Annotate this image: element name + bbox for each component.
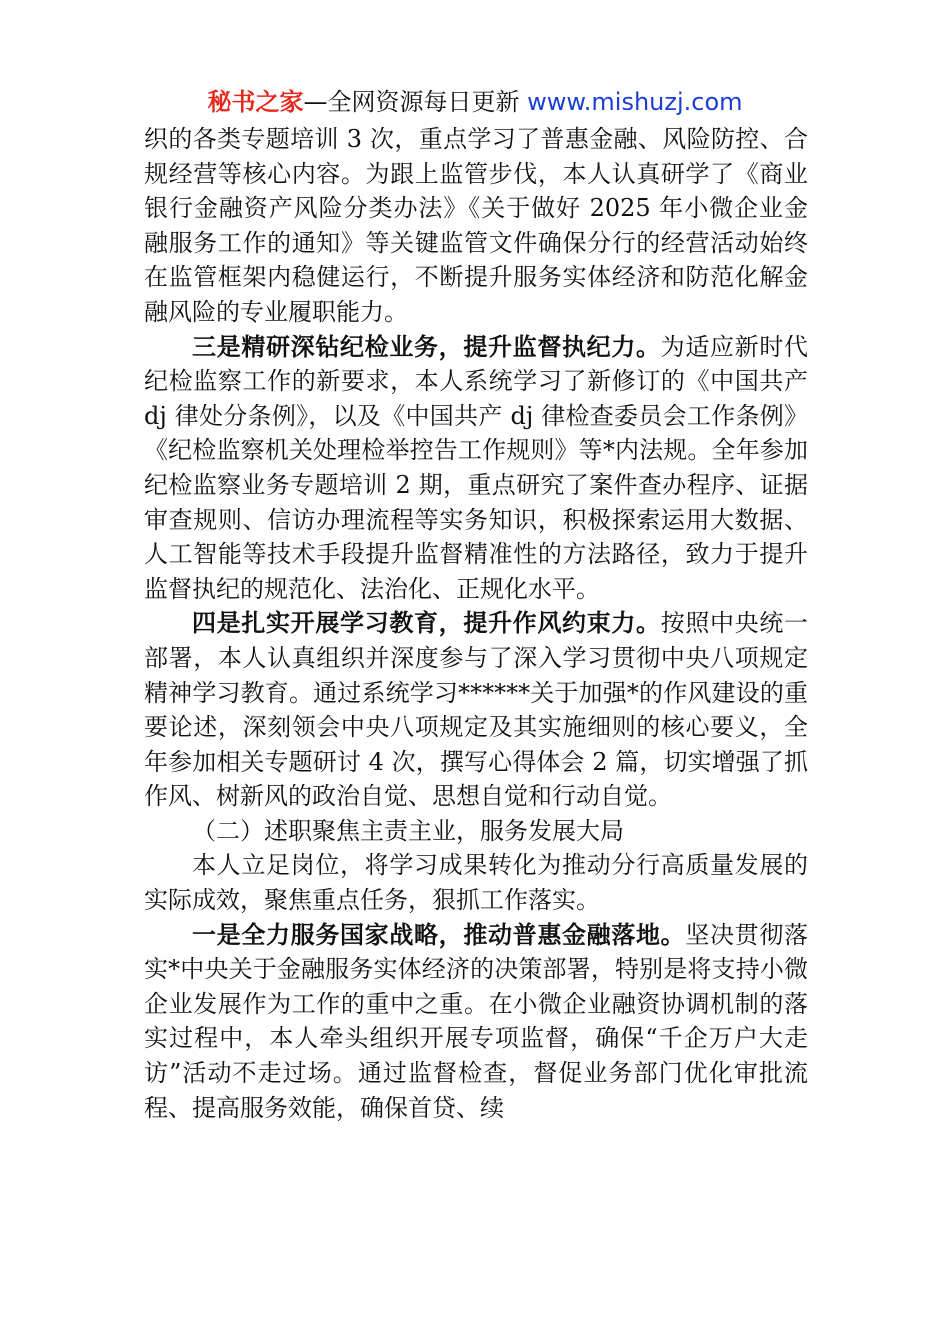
paragraph-1: 织的各类专题培训 3 次，重点学习了普惠金融、风险防控、合规经营等核心内容。为跟上监管步伐，本人认真研学了《商业银行金融资产风险分类办法》《关于做好 2025 年小微企业金融服务工作的通知》等关键监管文件确保分行的经营活动始终在监管框架内稳健运行，不断提升服务实体经济和防范化解金融风险的专业履职能力。 xyxy=(144,125,808,326)
paragraph-3-lead: 四是扎实开展学习教育，提升作风约束力。 xyxy=(192,608,661,638)
section-heading-2: （二）述职聚焦主责主业，服务发展大局 xyxy=(192,816,624,845)
paragraph-4: 本人立足岗位，将学习成果转化为推动分行高质量发展的实际成效，聚焦重点任务，狠抓工作落实。 xyxy=(144,851,808,915)
paragraph-5-lead: 一是全力服务国家战略，推动普惠金融落地。 xyxy=(192,919,686,949)
document-body xyxy=(144,122,808,1125)
paragraph-3-text: 按照中央统一部署，本人认真组织并深度参与了深入学习贯彻中央八项规定精神学习教育。通过系统学习******关于加强*的作风建设的重要论述，深刻领会中央八项规定及其实施细则的核心要义，全年参加相关专题研讨 4 次，撰写心得体会 2 篇，切实增强了抓作风、树新风的政治自觉、思想自觉和行动自觉。 xyxy=(144,609,809,811)
header-dash: — xyxy=(303,88,328,116)
paragraph-5-text: 坚决贯彻落实*中央关于金融服务实体经济的决策部署，特别是将支持小微企业发展作为工作的重中之重。在小微企业融资协调机制的落实过程中，本人牵头组织开展专项监督，确保“千企万户大走访”活动不走过场。通过监督检查，督促业务部门优化审批流程、提高服务效能，确保首贷、续 xyxy=(144,920,809,1122)
paragraph-2 xyxy=(144,330,808,607)
paragraph-3 xyxy=(144,606,808,814)
paragraph-2-text: 为适应新时代纪检监察工作的新要求，本人系统学习了新修订的《中国共产 dj 律处分条例》，以及《中国共产 dj 律检查委员会工作条例》《纪检监察机关处理检举控告工作规则》等*内法规。全年参加纪检监察业务专题培训 2 期，重点研究了案件查办程序、证据审查规则、信访办理流程等实务知识，积极探索运用大数据、人工智能等技术手段提升监督精准性的方法路径，致力于提升监督执纪的规范化、法治化、正规化水平。 xyxy=(144,332,809,603)
paragraph-5 xyxy=(144,918,808,1126)
brand-name: 秘书之家 xyxy=(207,88,304,116)
header-tagline: 全网资源每日更新 xyxy=(327,88,528,116)
site-link[interactable]: www.mishuzj.com xyxy=(527,88,743,116)
paragraph-2-lead: 三是精研深钻纪检业务，提升监督执纪力。 xyxy=(192,331,661,361)
page-header xyxy=(0,84,950,120)
